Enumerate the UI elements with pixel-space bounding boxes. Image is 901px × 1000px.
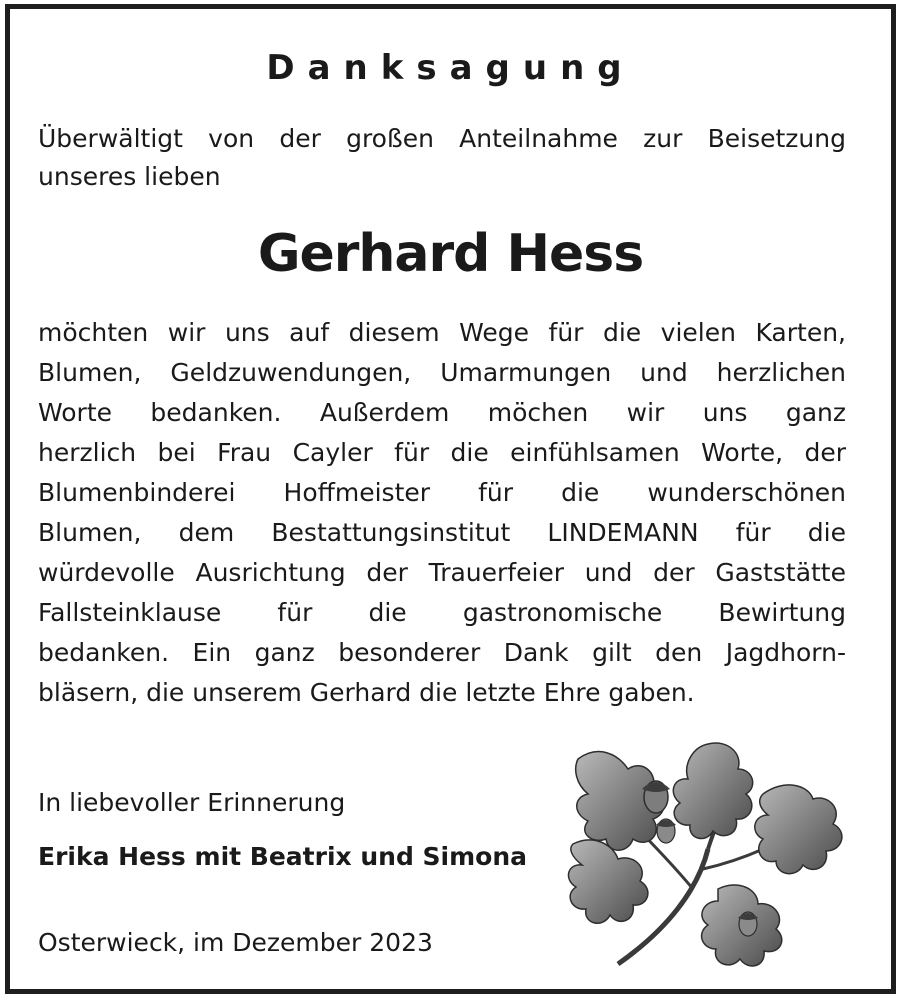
body-line: Worte bedanken. Außerdem möchen wir uns ganz bbox=[38, 398, 846, 427]
body-line: Blumen, dem Bestattungsinstitut LINDEMANN für die bbox=[38, 518, 846, 547]
signatories: Erika Hess mit Beatrix und Simona bbox=[38, 842, 528, 871]
body-line: bedanken. Ein ganz besonderer Dank gilt den Jagdhorn- bbox=[38, 638, 846, 667]
body-line: herzlich bei Frau Cayler für die einfühlsamen Worte, der bbox=[38, 438, 846, 467]
heading: Danksagung bbox=[266, 48, 635, 88]
oak-leaves-icon bbox=[558, 739, 858, 979]
intro-line-2: unseres lieben bbox=[38, 162, 221, 191]
place-date: Osterwieck, im Dezember 2023 bbox=[38, 928, 433, 957]
body-line: möchten wir uns auf diesem Wege für die vielen Karten, bbox=[38, 318, 846, 347]
body-line: Blumenbinderei Hoffmeister für die wunderschönen bbox=[38, 478, 846, 507]
body-line: bläsern, die unserem Gerhard die letzte Ehre gaben. bbox=[38, 678, 695, 707]
notice-frame bbox=[5, 4, 896, 994]
deceased-name: Gerhard Hess bbox=[257, 224, 644, 284]
body-line: Blumen, Geldzuwendungen, Umarmungen und herzlichen bbox=[38, 358, 846, 387]
body-line: Fallsteinklause für die gastronomische Bewirtung bbox=[38, 598, 846, 627]
intro-line-1: Überwältigt von der großen Anteilnahme zur Beisetzung bbox=[38, 124, 846, 153]
closing-text: In liebevoller Erinnerung bbox=[38, 788, 346, 817]
body-line: würdevolle Ausrichtung der Trauerfeier und der Gaststätte bbox=[38, 558, 846, 587]
